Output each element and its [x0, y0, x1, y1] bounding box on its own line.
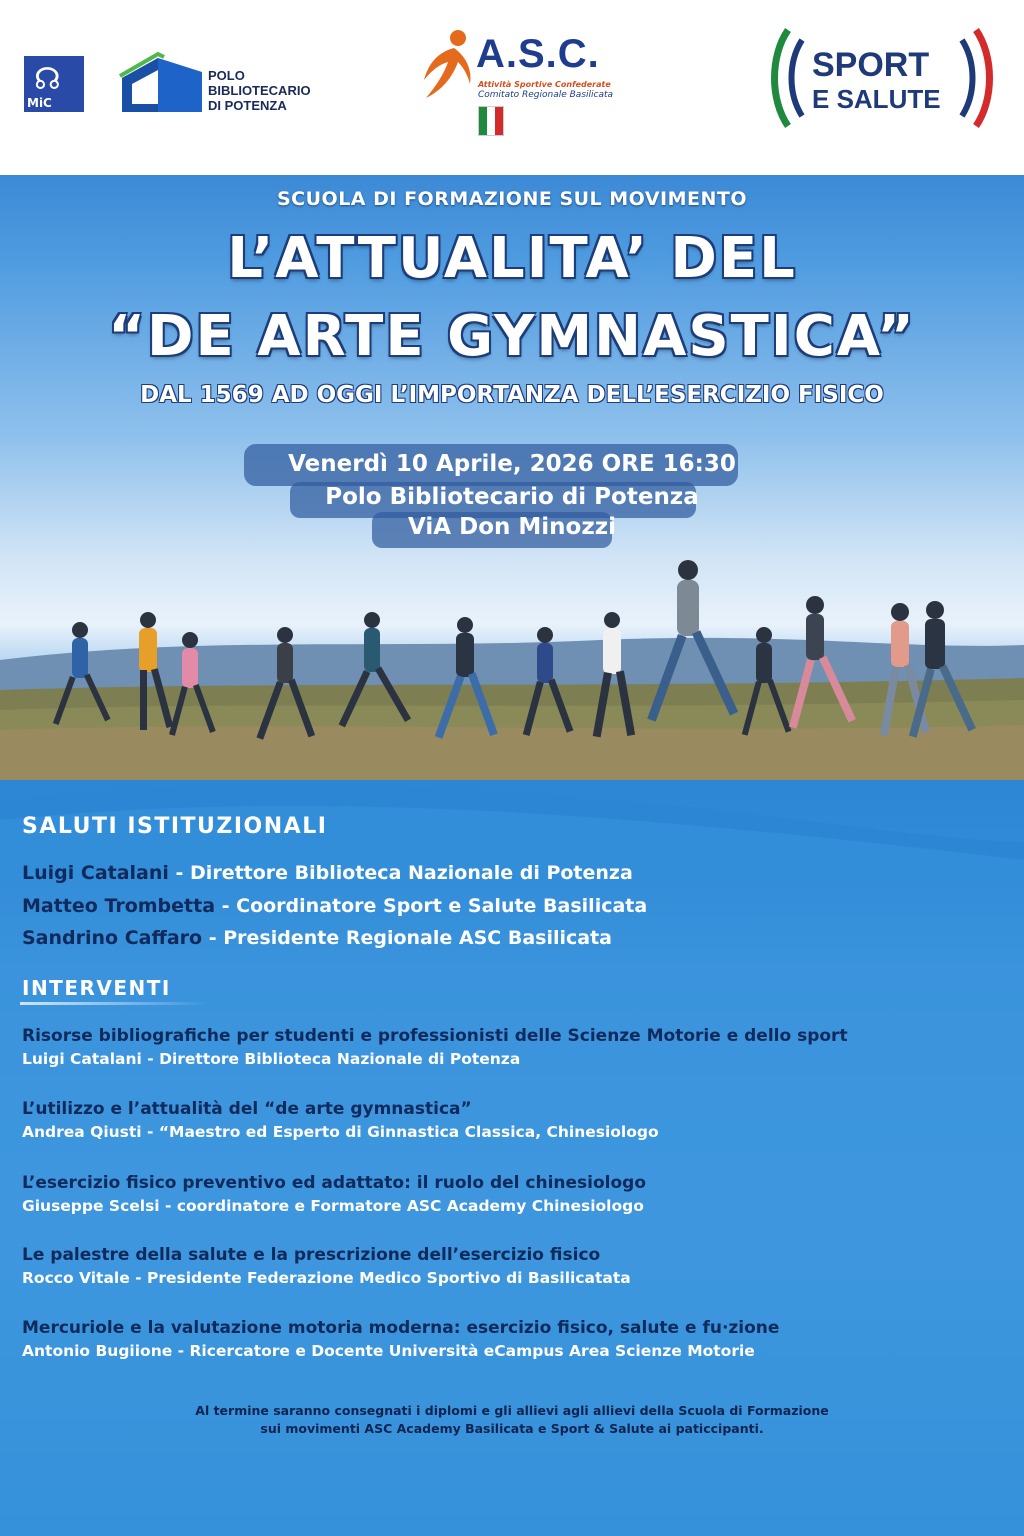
asc-subtitle-2: Comitato Regionale Basilicata: [478, 90, 614, 100]
person-name: Matteo Trombetta: [22, 895, 216, 917]
talk-speaker: Luigi Catalani - Direttore Biblioteca Nazionale di Potenza: [22, 1050, 521, 1068]
person-role: - Coordinatore Sport e Salute Basilicata: [215, 895, 648, 917]
event-street: ViA Don Minozzi: [408, 514, 616, 540]
talk-item: [22, 1318, 1002, 1360]
runners-photo: [0, 540, 1024, 790]
person-role: - Direttore Biblioteca Nazionale di Potenza: [168, 862, 633, 884]
talk-speaker: Andrea Qiusti - “Maestro ed Esperto di Ginnastica Classica, Chinesiologo: [22, 1123, 659, 1141]
talk-item: [22, 1173, 1002, 1215]
title-line-1: L’ATTUALITA’ DEL: [227, 226, 797, 291]
saluti-person: [22, 895, 647, 917]
person-role: - Presidente Regionale ASC Basilicata: [202, 927, 612, 949]
subtitle: DAL 1569 AD OGGI L’IMPORTANZA DELL’ESERCIZIO FISICO: [140, 382, 884, 408]
footer-line-1: Al termine saranno consegnati i diplomi e gli allievi agli allievi della Scuola di Formazione: [195, 1403, 829, 1418]
polo-logo-line3: DI POTENZA: [208, 98, 287, 113]
interventi-heading: INTERVENTI: [22, 976, 171, 1000]
talk-title: L’utilizzo e l’attualità del “de arte gymnastica”: [22, 1099, 472, 1119]
talk-title: L’esercizio fisico preventivo ed adattato: il ruolo del chinesiologo: [22, 1173, 647, 1193]
mic-logo: [24, 56, 84, 112]
talk-title: Risorse bibliografiche per studenti e professionisti delle Scienze Motorie e dello sport: [22, 1026, 848, 1046]
polo-logo-line1: POLO: [208, 68, 245, 83]
italy-shield-icon: [478, 106, 504, 136]
talk-title: Mercuriole e la valutazione motoria moderna: esercizio fisico, salute e fu·zione: [22, 1318, 780, 1338]
footer-line-2: sui movimenti ASC Academy Basilicata e Sport & Salute ai paticcipanti.: [260, 1421, 764, 1436]
building-icon: [118, 48, 206, 118]
asc-subtitle-1: Attività Sportive Confederate: [478, 80, 611, 89]
talk-title: Le palestre della salute e la prescrizione dell’esercizio fisico: [22, 1245, 601, 1265]
asc-logo: [418, 28, 618, 140]
polo-logo-line2: BIBLIOTECARIO: [208, 83, 311, 98]
saluti-person: [22, 862, 633, 884]
person-name: Luigi Catalani: [22, 862, 169, 884]
polo-bibliotecario-logo: [118, 48, 328, 118]
talk-speaker: Antonio Bugiione - Ricercatore e Docente Università eCampus Area Scienze Motorie: [22, 1342, 755, 1360]
mic-head-icon: ☊: [34, 62, 61, 97]
event-place: Polo Bibliotecario di Potenza: [325, 484, 699, 510]
title-line-2: “DE ARTE GYMNASTICA”: [108, 304, 916, 369]
sport-logo-line1: SPORT: [812, 46, 930, 84]
right-bracket-icon: [958, 26, 1000, 130]
person-name: Sandrino Caffaro: [22, 927, 203, 949]
talk-item: [22, 1026, 1002, 1068]
runner-icon: [418, 28, 476, 108]
saluti-heading: SALUTI ISTITUZIONALI: [22, 814, 328, 839]
kicker: SCUOLA DI FORMAZIONE SUL MOVIMENTO: [276, 188, 747, 210]
saluti-person: [22, 927, 612, 949]
talk-item: [22, 1245, 1002, 1287]
sport-e-salute-logo: [764, 24, 1000, 134]
event-date-time: Venerdì 10 Aprile, 2026 ORE 16:30: [288, 451, 736, 477]
talk-speaker: Giuseppe Scelsi - coordinatore e Formatore ASC Academy Chinesiologo: [22, 1197, 644, 1215]
interventi-underline: [20, 1002, 210, 1005]
left-bracket-icon: [764, 26, 806, 130]
asc-name: A.S.C.: [476, 32, 600, 76]
footer-note: [0, 1402, 1024, 1438]
sport-logo-line2: E SALUTE: [812, 84, 941, 114]
mic-logo-text: MiC: [27, 96, 52, 110]
talk-speaker: Rocco Vitale - Presidente Federazione Medico Sportivo di Basilicatata: [22, 1269, 631, 1287]
talk-item: [22, 1099, 1002, 1141]
